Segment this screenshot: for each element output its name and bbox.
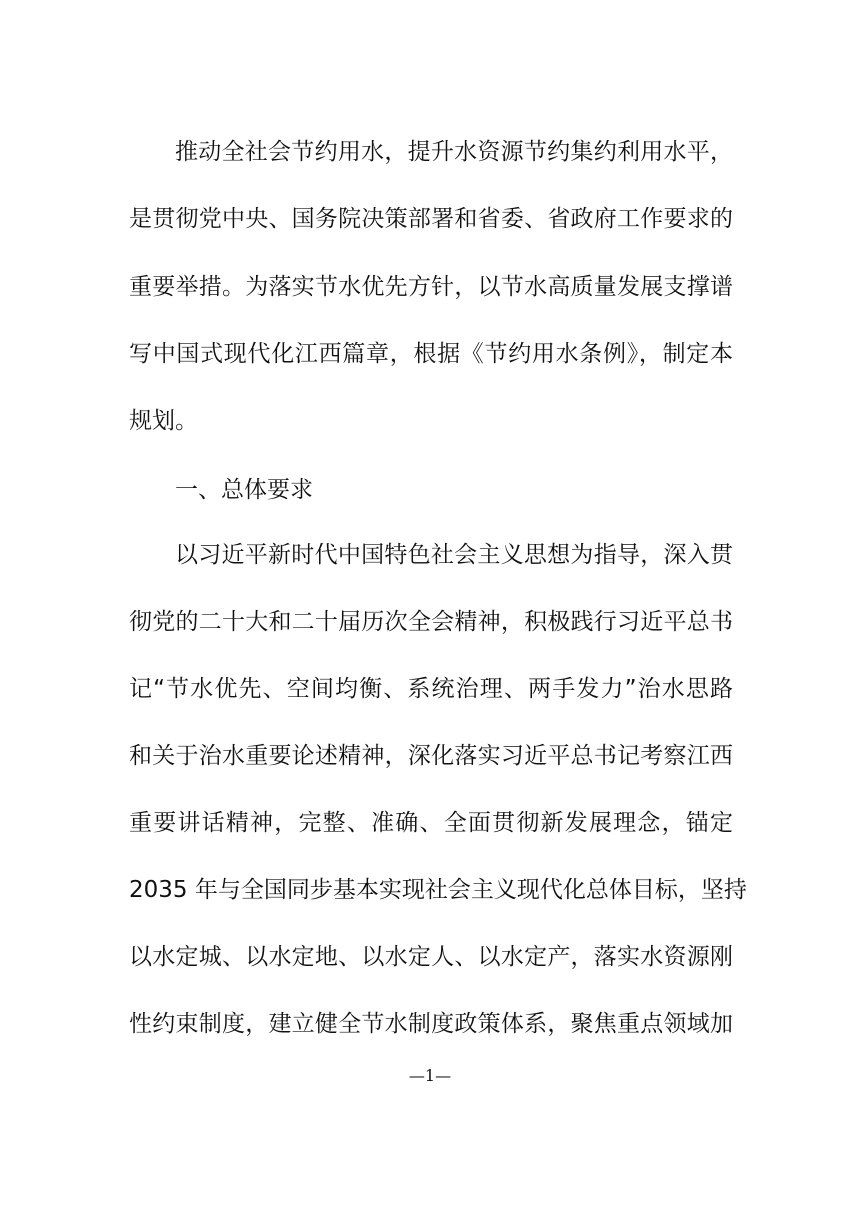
paragraph-body-line-2: 彻党的二十大和二十届历次全会精神，积极践行习近平总书 bbox=[129, 609, 733, 635]
paragraph-body-line-6: 2035 年与全国同步基本实现社会主义现代化总体目标，坚持 bbox=[129, 877, 747, 903]
paragraph-body-line-5: 重要讲话精神，完整、准确、全面贯彻新发展理念，锚定 bbox=[129, 810, 733, 836]
paragraph-body-line-3: 记“节水优先、空间均衡、系统治理、两手发力”治水思路 bbox=[129, 676, 733, 702]
paragraph-intro-line-1: 推动全社会节约用水，提升水资源节约集约利用水平， bbox=[175, 139, 733, 165]
section-heading: 一、总体要求 bbox=[175, 477, 313, 503]
paragraph-intro-line-4: 写中国式现代化江西篇章，根据《节约用水条例》，制定本 bbox=[129, 341, 733, 367]
paragraph-body-line-4: 和关于治水重要论述精神，深化落实习近平总书记考察江西 bbox=[129, 743, 733, 769]
paragraph-body-line-1: 以习近平新时代中国特色社会主义思想为指导，深入贯 bbox=[175, 542, 733, 568]
page-number: —1— bbox=[408, 1066, 452, 1085]
paragraph-intro-line-5: 规划。 bbox=[129, 408, 198, 434]
paragraph-intro-line-3: 重要举措。为落实节水优先方针，以节水高质量发展支撑谱 bbox=[129, 274, 733, 300]
paragraph-body-line-8: 性约束制度，建立健全节水制度政策体系，聚焦重点领域加 bbox=[129, 1011, 733, 1037]
paragraph-body-line-7: 以水定城、以水定地、以水定人、以水定产，落实水资源刚 bbox=[129, 944, 733, 970]
paragraph-intro-line-2: 是贯彻党中央、国务院决策部署和省委、省政府工作要求的 bbox=[129, 206, 733, 232]
